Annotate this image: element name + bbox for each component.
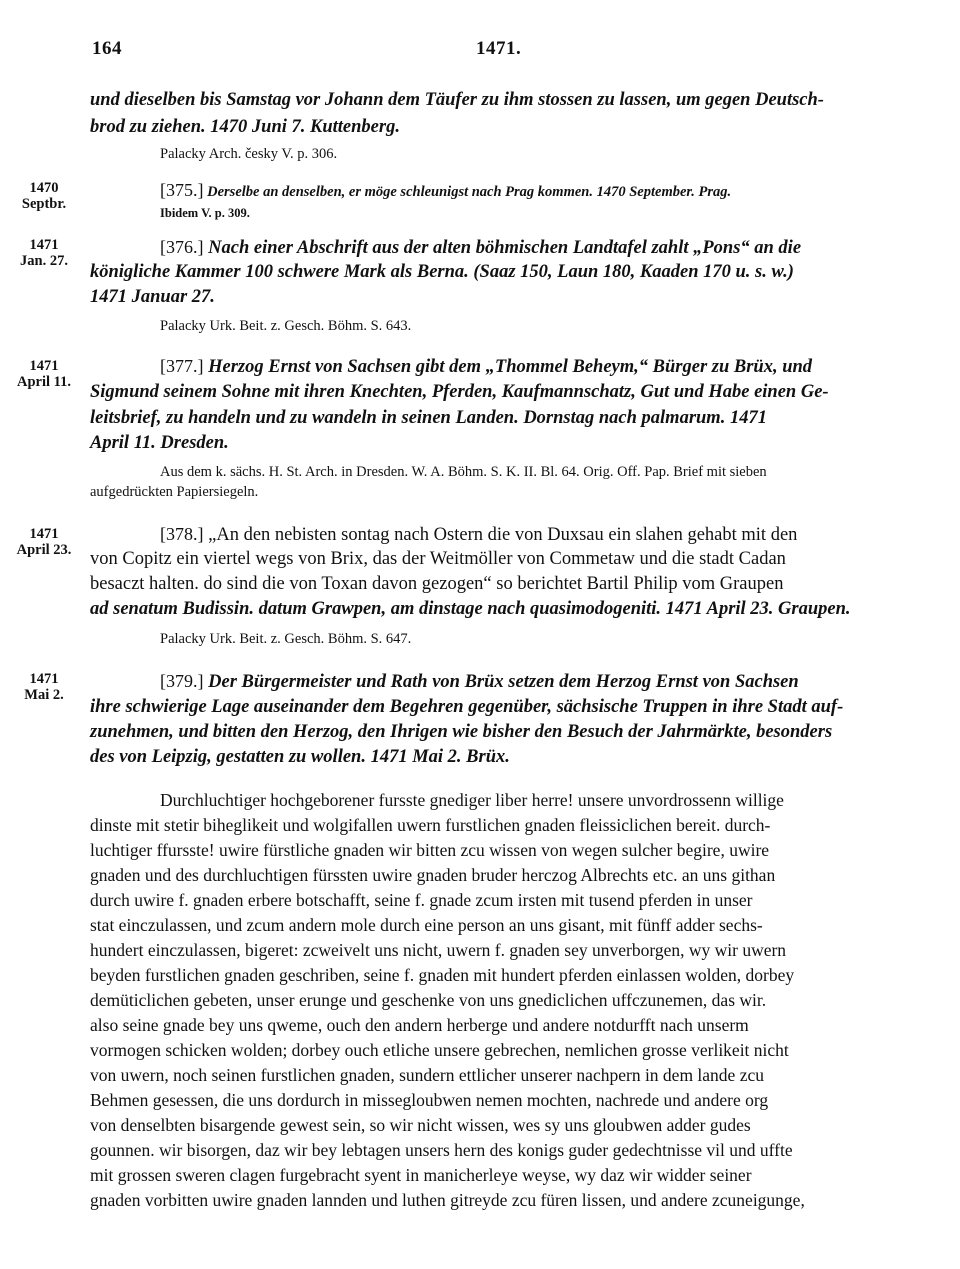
body-line: vormogen schicken wolden; dorbey ouch etliche unsere gebrechen, nemlichen grosse verlikeit nicht [90, 1040, 789, 1060]
entry-number: [376.] [160, 237, 204, 257]
entry-text-line: Derselbe an denselben, er möge schleunigst nach Prag kommen. 1470 September. Prag. [207, 184, 732, 200]
entry-text-line: des von Leipzig, gestatten zu wollen. 1471 Mai 2. Brüx. [90, 747, 510, 767]
margin-date: 1470 Septbr. [21, 180, 67, 212]
body-line: von denselbten bisargende gewest sein, so wir nicht wissen, wes sy uns gloubwen adder gudes [90, 1115, 751, 1135]
margin-date: 1471 April 11. [17, 358, 71, 390]
entry-text-line: Nach einer Abschrift aus der alten böhmischen Landtafel zahlt „Pons“ an die [208, 238, 802, 258]
source-citation: Palacky Arch. česky V. p. 306. [160, 146, 338, 162]
entry-text-line: April 11. Dresden. [90, 433, 229, 453]
entry-text-line: leitsbrief, zu handeln und zu wandeln in seinen Landen. Dornstag nach palmarum. 1471 [90, 408, 767, 428]
body-line: durch uwire f. gnaden erbere botschafft, seine f. gnade zcum irsten mit tusend pferden in unser [90, 890, 753, 910]
body-line: hundert einczulassen, bigeret: zcweivelt uns nicht, uwern f. gnaden sey unverborgen, wy wir uwern [90, 940, 787, 960]
entry-375 [160, 180, 731, 201]
source-citation: Palacky Urk. Beit. z. Gesch. Böhm. S. 647. [160, 631, 412, 647]
body-line: Durchluchtiger hochgeborener fursste gnediger liber herre! unsere unvordrossenn willige [160, 790, 784, 810]
entry-text-line: ihre schwierige Lage auseinander dem Begehren gegenüber, sächsische Truppen in ihre Stadt auf- [90, 697, 844, 717]
entry-text-line: besaczt halten. do sind die von Toxan davon gezogen“ so berichtet Bartil Philip vom Graupen [90, 574, 784, 594]
entry-text-line: Der Bürgermeister und Rath von Brüx setzen dem Herzog Ernst von Sachsen [208, 672, 799, 692]
body-line: luchtiger ffursste! uwire fürstliche gnaden wir bitten zcu wissen von wegen sulcher begire, uwire [90, 840, 770, 860]
entry-378 [160, 524, 797, 546]
margin-date: 1471 Mai 2. [24, 671, 64, 703]
entry-text-line: brod zu ziehen. 1470 Juni 7. Kuttenberg. [90, 117, 400, 137]
body-line: gnaden und des durchluchtigen fürssten uwire gnaden bruder herczog Albrechts etc. an uns githan [90, 865, 776, 885]
body-line: beyden furstlichen gnaden geschriben, seine f. gnaden mit hundert pferden einlassen wolden, dorbey [90, 965, 795, 985]
entry-number: [377.] [160, 356, 204, 376]
entry-text-line: „An den nebisten sontag nach Ostern die von Duxsau ein slahen gehabt mit den [208, 525, 798, 545]
entry-text-line: Herzog Ernst von Sachsen gibt dem „Thommel Beheym,“ Bürger zu Brüx, und [208, 357, 813, 377]
body-line: stat einczulassen, und zcum andern mole durch eine person an uns gisant, mit fünff adder sechs- [90, 915, 763, 935]
source-citation: Ibidem V. p. 309. [160, 206, 250, 220]
source-citation: aufgedrückten Papiersiegeln. [90, 484, 259, 500]
body-line: also seine gnade bey uns qweme, ouch den andern herberge und andere notdurfft nach unserm [90, 1015, 749, 1035]
entry-text-line: Sigmund seinem Sohne mit ihren Knechten, Pferden, Kaufmannschatz, Gut und Habe einen Ge- [90, 382, 829, 402]
entry-text-line: königliche Kammer 100 schwere Mark als Berna. (Saaz 150, Laun 180, Kaaden 170 u. s. w.) [90, 262, 794, 282]
body-line: mit grossen sweren clagen furgebracht syent in manicherleye weyse, wy daz wir widder seiner [90, 1165, 752, 1185]
entry-number: [378.] [160, 524, 204, 544]
body-line: gounnen. wir bisorgen, daz wir bey lebtagen unsers hern des konigs guder gedechtnisse vil und uffte [90, 1140, 793, 1160]
body-line: von uwern, noch seinen furstlichen gnaden, sundern ettlicher unserer nachpern in dem lande zcu [90, 1065, 764, 1085]
body-line: Behmen gesessen, die uns dordurch in missegloubwen nemen mochten, nachrede und andere org [90, 1090, 769, 1110]
entry-text-line: zunehmen, und bitten den Herzog, den Ihrigen wie bisher den Besuch der Jahrmärkte, besonders [90, 722, 833, 742]
entry-number: [375.] [160, 180, 204, 200]
running-header-year: 1471. [476, 38, 522, 59]
page-number: 164 [92, 38, 122, 59]
margin-date: 1471 April 23. [16, 526, 72, 558]
entry-377 [160, 356, 812, 378]
entry-number: [379.] [160, 671, 204, 691]
source-citation: Palacky Urk. Beit. z. Gesch. Böhm. S. 643. [160, 318, 412, 334]
entry-text-line: 1471 Januar 27. [90, 287, 215, 307]
body-line: demüticlichen gebeten, unser erunge und geschenke von uns gnediclichen uffczunemen, das wir. [90, 990, 767, 1010]
entry-text-line: ad senatum Budissin. datum Grawpen, am dinstage nach quasimodogeniti. 1471 April 23. Graupen. [90, 599, 851, 619]
body-line: gnaden vorbitten uwire gnaden lannden und luthen gitreyde zcu füren lissen, und andere zcuneigunge, [90, 1190, 805, 1210]
margin-date: 1471 Jan. 27. [20, 237, 68, 269]
entry-376 [160, 237, 801, 259]
source-citation: Aus dem k. sächs. H. St. Arch. in Dresden. W. A. Böhm. S. K. II. Bl. 64. Orig. Off. Pap. Brief mit sieben [160, 464, 767, 480]
entry-text-line: und dieselben bis Samstag vor Johann dem Täufer zu ihm stossen zu lassen, um gegen Deutsch- [90, 90, 824, 110]
entry-379 [160, 671, 799, 693]
body-line: dinste mit stetir biheglikeit und wolgifallen uwern furstlichen gnaden fleissiclichen bereit. durch- [90, 815, 771, 835]
entry-text-line: von Copitz ein viertel wegs von Brix, das der Weitmöller von Commetaw und die stadt Cadan [90, 549, 786, 569]
